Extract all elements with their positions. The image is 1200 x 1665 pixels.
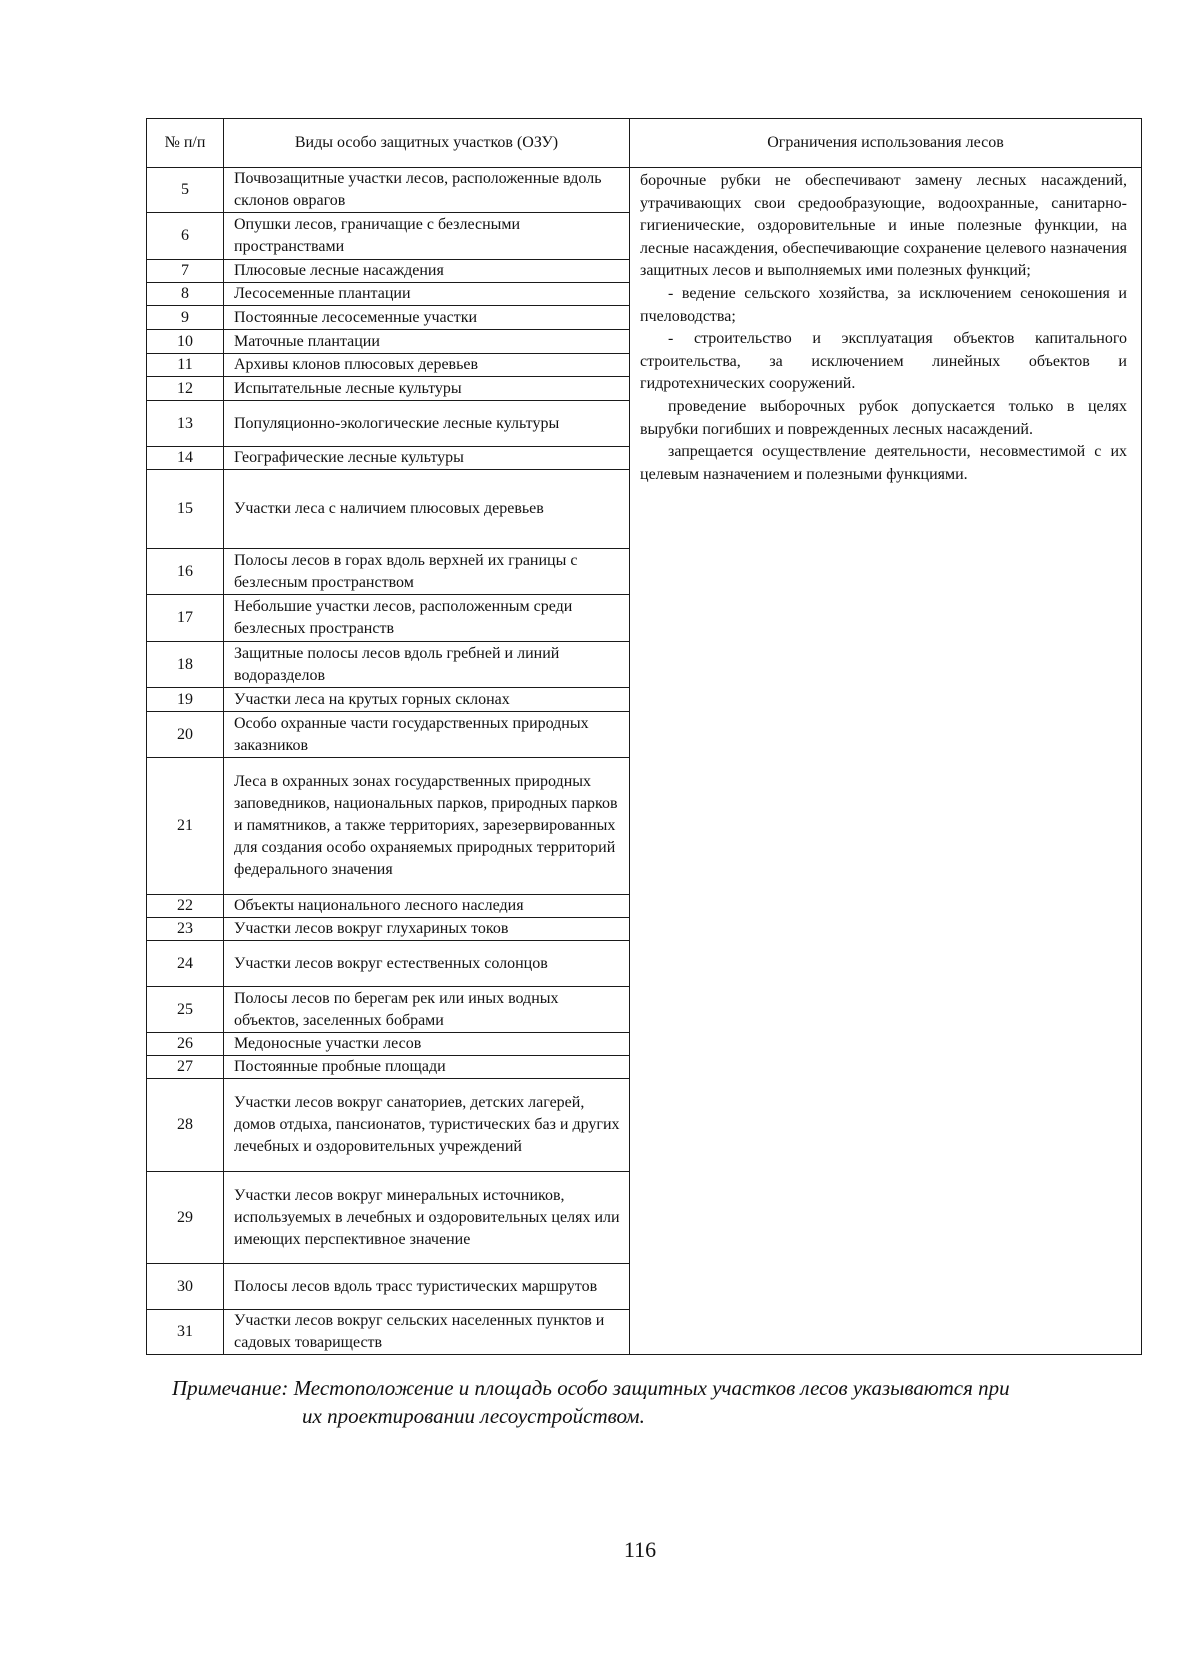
- table-body: [147, 168, 1142, 1355]
- row-number: 12: [147, 377, 224, 401]
- row-number: 25: [147, 987, 224, 1033]
- page-number: 116: [623, 1537, 657, 1562]
- row-type: Плюсовые лесные насаждения: [224, 260, 630, 283]
- row-type: Постоянные лесосеменные участки: [224, 306, 630, 330]
- row-number: 15: [147, 470, 224, 549]
- row-number: 21: [147, 758, 224, 895]
- row-type: Популяционно-экологические лесные культуры: [224, 401, 630, 447]
- restriction-paragraph: борочные рубки не обеспечивают замену лесных насаждений, утрачивающих свои средообразующие, водоохранные, санитарно-гигиенические, оздоровительные и иные полезные функции, на лесные насаждения, обеспечивающие сохранение целевого назначения защитных лесов и выполняемых ими полезных функций;: [640, 172, 1127, 280]
- row-number: 28: [147, 1079, 224, 1172]
- row-number: 14: [147, 447, 224, 470]
- note-line-1: Примечание: Местоположение и площадь особо защитных участков лесов указываются при: [172, 1376, 1010, 1400]
- row-number: 9: [147, 306, 224, 330]
- row-number: 22: [147, 895, 224, 918]
- row-type: Объекты национального лесного наследия: [224, 895, 630, 918]
- table-header-row: [147, 119, 1142, 168]
- restriction-paragraph: - ведение сельского хозяйства, за исключением сенокошения и пчеловодства;: [640, 284, 1127, 325]
- row-number: 31: [147, 1310, 224, 1355]
- restriction-paragraph: запрещается осуществление деятельности, несовместимой с их целевым назначением и полезными функциями.: [640, 443, 1127, 483]
- row-number: 16: [147, 549, 224, 595]
- row-type: Участки лесов вокруг естественных солонцов: [224, 941, 630, 987]
- row-number: 23: [147, 918, 224, 941]
- restrictions-cell: [630, 168, 1142, 1355]
- table-note: [172, 1374, 1142, 1430]
- row-number: 17: [147, 595, 224, 642]
- row-number: 26: [147, 1033, 224, 1056]
- row-number: 11: [147, 354, 224, 377]
- row-type: Медоносные участки лесов: [224, 1033, 630, 1056]
- row-type: Полосы лесов по берегам рек или иных водных объектов, заселенных бобрами: [224, 987, 630, 1033]
- row-number: 18: [147, 642, 224, 688]
- row-number: 8: [147, 283, 224, 306]
- row-type: Участки лесов вокруг глухариных токов: [224, 918, 630, 941]
- restriction-paragraph: проведение выборочных рубок допускается только в целях вырубки погибших и поврежденных лесных насаждений.: [640, 397, 1127, 438]
- row-type: Полосы лесов вдоль трасс туристических маршрутов: [224, 1264, 630, 1310]
- row-number: 20: [147, 712, 224, 758]
- note-line-2: их проектировании лесоустройством.: [302, 1404, 645, 1428]
- header-restrictions: Ограничения использования лесов: [630, 119, 1142, 168]
- row-number: 29: [147, 1172, 224, 1264]
- row-number: 10: [147, 330, 224, 354]
- row-number: 19: [147, 688, 224, 712]
- row-number: 27: [147, 1056, 224, 1079]
- row-type: Участки леса на крутых горных склонах: [224, 688, 630, 712]
- row-number: 13: [147, 401, 224, 447]
- row-type: Участки лесов вокруг сельских населенных пунктов и садовых товариществ: [224, 1310, 630, 1355]
- row-type: Полосы лесов в горах вдоль верхней их границы с безлесным пространством: [224, 549, 630, 595]
- row-type: Леса в охранных зонах государственных природных заповедников, национальных парков, природных парков и памятников, а также территориях, зарезервированных для создания особо охраняемых природных территорий федерального значения: [224, 758, 630, 895]
- header-types: Виды особо защитных участков (ОЗУ): [224, 119, 630, 168]
- row-type: Почвозащитные участки лесов, расположенные вдоль склонов оврагов: [224, 168, 630, 213]
- row-type: Опушки лесов, граничащие с безлесными пространствами: [224, 213, 630, 260]
- row-number: 6: [147, 213, 224, 260]
- row-type: Лесосеменные плантации: [224, 283, 630, 306]
- row-type: Защитные полосы лесов вдоль гребней и линий водоразделов: [224, 642, 630, 688]
- row-type: Участки леса с наличием плюсовых деревьев: [224, 470, 630, 549]
- header-number: № п/п: [147, 119, 224, 168]
- table-row: [147, 168, 1142, 213]
- row-type: Географические лесные культуры: [224, 447, 630, 470]
- ozu-table: [146, 118, 1142, 1355]
- row-type: Особо охранные части государственных природных заказников: [224, 712, 630, 758]
- row-type: Небольшие участки лесов, расположенным среди безлесных пространств: [224, 595, 630, 642]
- row-type: Участки лесов вокруг минеральных источников, используемых в лечебных и оздоровительных целях или имеющих перспективное значение: [224, 1172, 630, 1264]
- restriction-paragraph: - строительство и эксплуатация объектов капитального строительства, за исключением линейных объектов и гидротехнических сооружений.: [640, 330, 1127, 393]
- row-number: 24: [147, 941, 224, 987]
- row-type: Маточные плантации: [224, 330, 630, 354]
- row-number: 30: [147, 1264, 224, 1310]
- row-number: 5: [147, 168, 224, 213]
- row-type: Архивы клонов плюсовых деревьев: [224, 354, 630, 377]
- row-number: 7: [147, 260, 224, 283]
- row-type: Испытательные лесные культуры: [224, 377, 630, 401]
- row-type: Участки лесов вокруг санаториев, детских лагерей, домов отдыха, пансионатов, туристических баз и других лечебных и оздоровительных учреждений: [224, 1079, 630, 1172]
- row-type: Постоянные пробные площади: [224, 1056, 630, 1079]
